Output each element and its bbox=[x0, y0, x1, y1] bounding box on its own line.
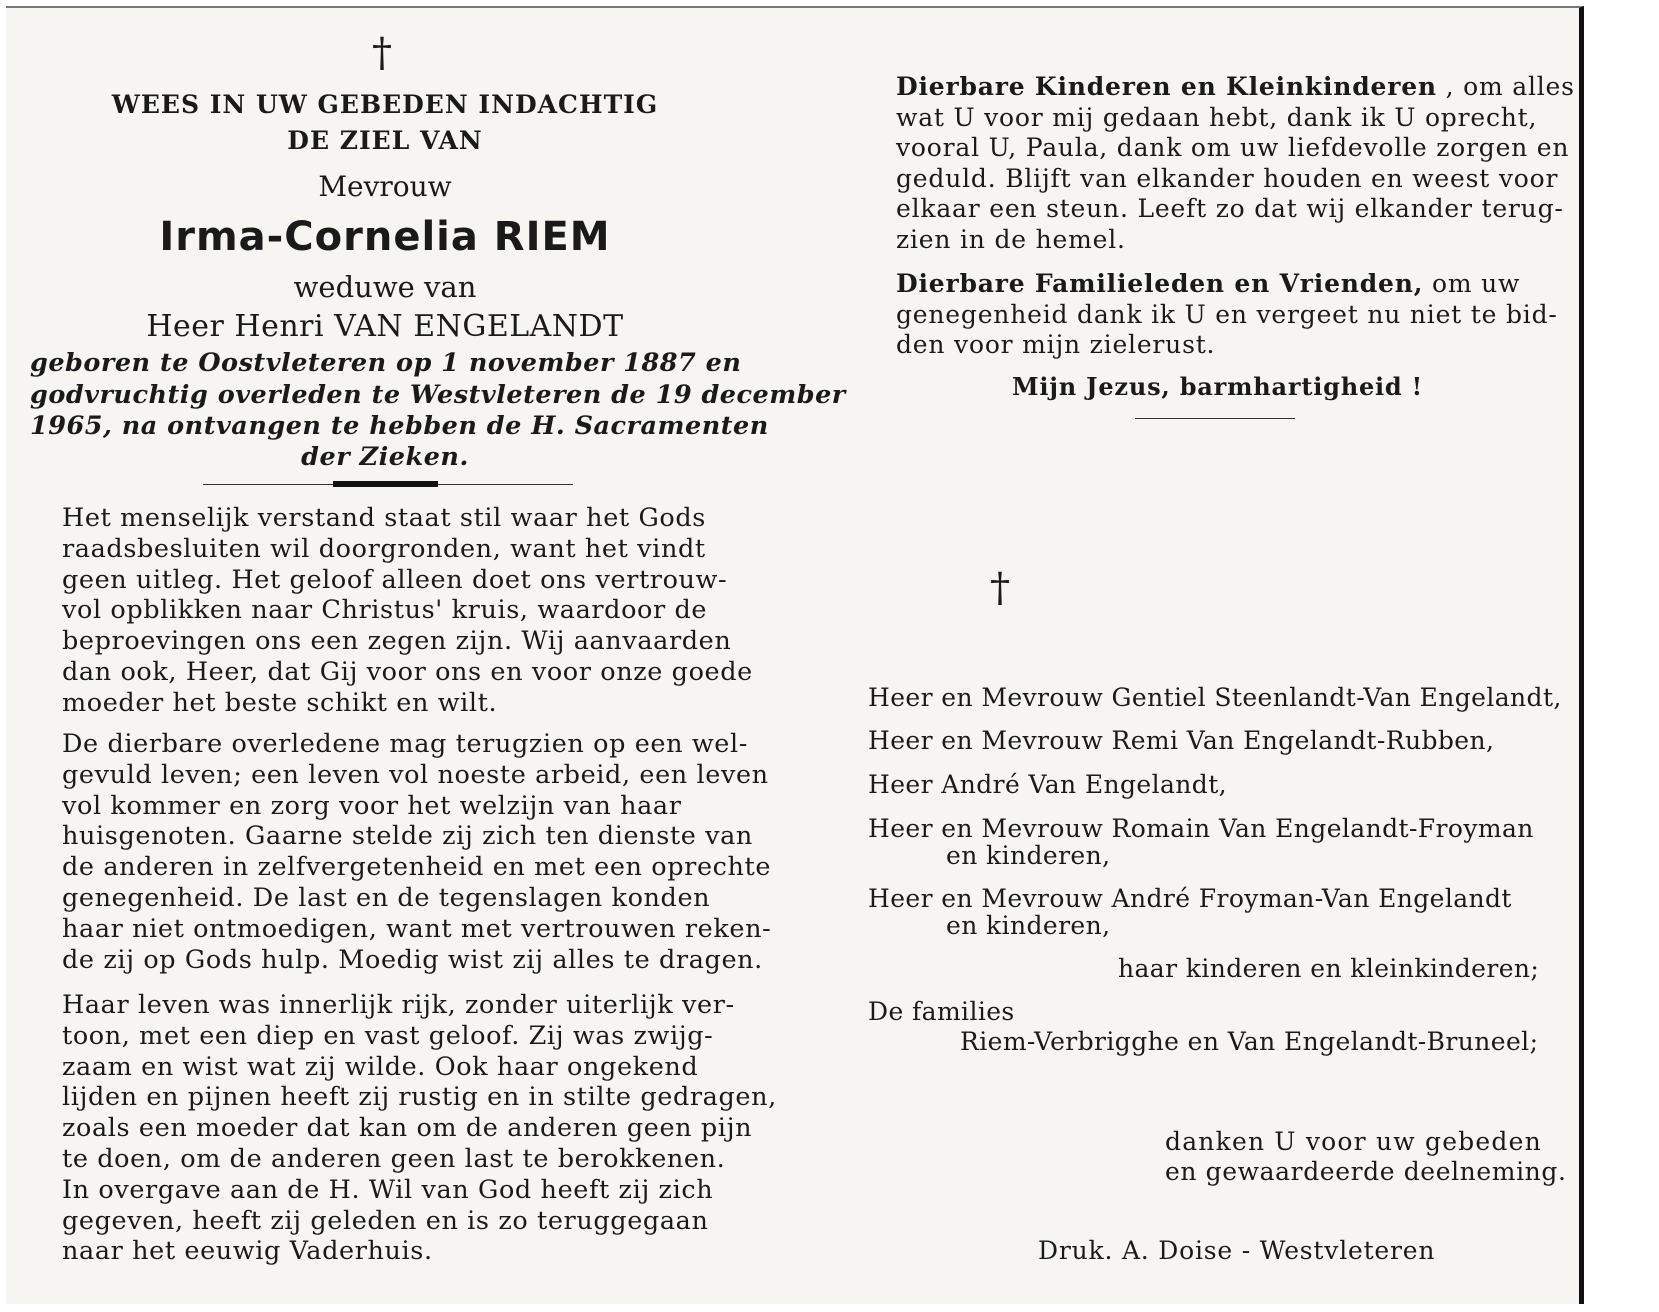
text-line bbox=[896, 269, 1546, 300]
paragraph-3 bbox=[62, 990, 777, 1267]
birth-line: der Zieken. bbox=[301, 442, 469, 472]
text-line: beproevingen ons een zegen zijn. Wij aanvaarden bbox=[62, 626, 732, 657]
thanks-line: danken U voor uw gebeden bbox=[1165, 1127, 1542, 1156]
divider-line bbox=[1135, 418, 1295, 419]
birth-line: geboren te Oostvleteren op 1 november 1887 en bbox=[30, 348, 742, 378]
text-line: dan ook, Heer, dat Gij voor ons en voor onze goede bbox=[62, 656, 753, 687]
text-line: genegenheid dank ik U en vergeet nu niet te bid- bbox=[896, 299, 1558, 329]
text-line: geduld. Blijft van elkander houden en weest voor bbox=[896, 163, 1559, 193]
family-member: Heer en Mevrouw Romain Van Engelandt-Froyman bbox=[868, 814, 1534, 843]
divider-bar bbox=[333, 481, 438, 487]
cross-icon: † bbox=[990, 565, 1010, 611]
text-line: den voor mijn zielerust. bbox=[896, 330, 1216, 359]
text-line: toon, met een diep en vast geloof. Zij was zwijg- bbox=[62, 1020, 714, 1051]
text-line: vol opblikken naar Christus' kruis, waardoor de bbox=[62, 595, 708, 626]
widow-of: weduwe van bbox=[293, 270, 477, 304]
birth-line: godvruchtig overleden te Westvleteren de 19 december bbox=[30, 380, 846, 410]
text-line: zaam en wist wat zij wilde. Ook haar ongekend bbox=[62, 1051, 699, 1082]
text-line: Haar leven was innerlijk rijk, zonder uiterlijk ver- bbox=[62, 990, 735, 1020]
text-line: te doen, om de anderen geen last te berokkenen. bbox=[62, 1143, 726, 1174]
text-line: De dierbare overledene mag terugzien op een wel- bbox=[62, 729, 748, 759]
family-member: Heer André Van Engelandt, bbox=[868, 770, 1227, 799]
text-line: In overgave aan de H. Wil van God heeft zij zich bbox=[62, 1174, 714, 1205]
text-line: raadsbesluiten wil doorgronden, want het vindt bbox=[62, 533, 706, 564]
text-line: geen uitleg. Het geloof alleen doet ons vertrouw- bbox=[62, 564, 728, 595]
text-line: vol kommer en zorg voor het welzijn van haar bbox=[62, 790, 682, 821]
text-line: genegenheid. De last en de tegenslagen konden bbox=[62, 882, 711, 913]
cross-icon: † bbox=[372, 30, 392, 76]
children-line: haar kinderen en kleinkinderen; bbox=[1118, 954, 1540, 983]
page-edge bbox=[1588, 0, 1659, 1312]
friends-heading: Dierbare Familieleden en Vrienden, bbox=[896, 269, 1424, 298]
text-line: zoals een moeder dat kan om de anderen geen pijn bbox=[62, 1113, 753, 1144]
text-line: moeder het beste schikt en wilt. bbox=[62, 687, 498, 718]
family-member: Heer en Mevrouw Remi Van Engelandt-Rubben, bbox=[868, 726, 1495, 755]
text-line: lijden en pijnen heeft zij rustig en in stilte gedragen, bbox=[62, 1082, 777, 1113]
children-heading: Dierbare Kinderen en Kleinkinderen bbox=[896, 72, 1437, 101]
family-member: Heer en Mevrouw Gentiel Steenlandt-Van Engelandt, bbox=[868, 683, 1562, 712]
husband-name: Heer Henri VAN ENGELANDT bbox=[146, 309, 624, 344]
prayer: Mijn Jezus, barmhartigheid ! bbox=[1012, 372, 1424, 401]
text-line: naar het eeuwig Vaderhuis. bbox=[62, 1236, 433, 1267]
children-first-rest: , om alles bbox=[1445, 72, 1575, 101]
intro-line-2: DE ZIEL VAN bbox=[287, 126, 483, 155]
text-line: haar niet ontmoedigen, want met vertrouwen reken- bbox=[62, 913, 772, 944]
thanks-line: en gewaardeerde deelneming. bbox=[1165, 1157, 1567, 1186]
children-thanks bbox=[896, 72, 1575, 255]
family-member: Heer en Mevrouw André Froyman-Van Engelandt bbox=[868, 884, 1512, 913]
text-line: vooral U, Paula, dank om uw liefdevolle zorgen en bbox=[896, 133, 1570, 162]
families-names: Riem-Verbrigghe en Van Engelandt-Bruneel; bbox=[960, 1027, 1539, 1056]
friends-thanks bbox=[896, 269, 1558, 361]
intro-line-1: WEES IN UW GEBEDEN INDACHTIG bbox=[111, 90, 659, 119]
birth-line: 1965, na ontvangen te hebben de H. Sacramenten bbox=[30, 411, 769, 441]
text-line: wat U voor mij gedaan hebt, dank ik U oprecht, bbox=[896, 102, 1538, 132]
title-mevrouw: Mevrouw bbox=[318, 170, 452, 203]
text-line: de anderen in zelfvergetenheid en met een oprechte bbox=[62, 852, 772, 883]
text-line: huisgenoten. Gaarne stelde zij zich ten dienste van bbox=[62, 821, 753, 852]
text-line: gevuld leven; een leven vol noeste arbeid, een leven bbox=[62, 759, 769, 790]
paragraph-2 bbox=[62, 729, 772, 975]
text-line: elkaar een steun. Leeft zo dat wij elkander terug- bbox=[896, 194, 1564, 223]
family-member-sub: en kinderen, bbox=[946, 841, 1111, 870]
paragraph-1 bbox=[62, 503, 753, 719]
friends-first-rest: om uw bbox=[1431, 269, 1521, 298]
text-line: gegeven, heeft zij geleden en is zo teruggegaan bbox=[62, 1205, 709, 1236]
text-line: de zij op Gods hulp. Moedig wist zij alles te dragen. bbox=[62, 944, 763, 975]
family-member-sub: en kinderen, bbox=[946, 911, 1111, 940]
printer-credit: Druk. A. Doise - Westvleteren bbox=[1038, 1236, 1436, 1265]
text-line: zien in de hemel. bbox=[896, 224, 1126, 254]
families-label: De families bbox=[868, 997, 1015, 1026]
deceased-name: Irma-Cornelia RIEM bbox=[159, 214, 611, 260]
text-line: Het menselijk verstand staat stil waar het Gods bbox=[62, 503, 706, 533]
text-line bbox=[896, 72, 1575, 103]
